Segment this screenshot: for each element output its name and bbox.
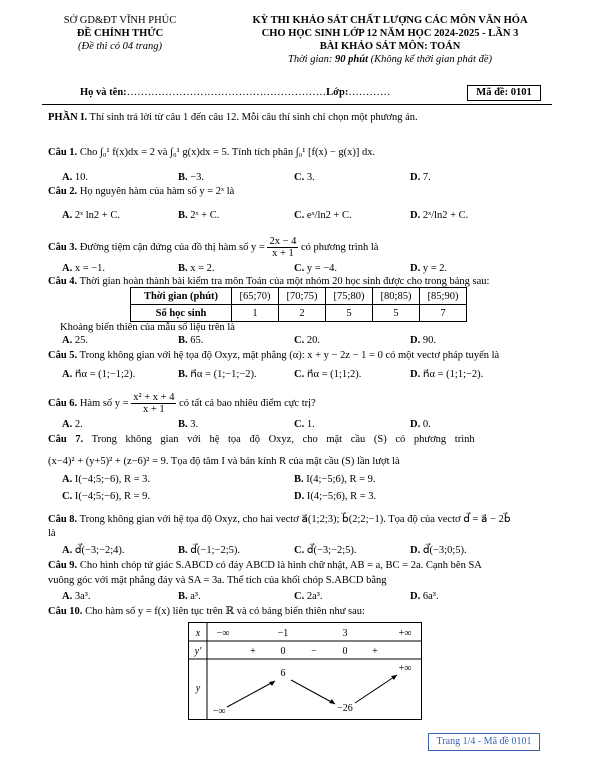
q3-option-c: C. y = −4.: [294, 263, 338, 274]
q4-frequency-table: [130, 287, 467, 322]
arrowhead: [391, 675, 397, 680]
q8-option-a: A. d⃗(−3;−2;4).: [62, 545, 125, 556]
table-cell: [85;90): [420, 288, 467, 305]
question-9-line2: vuông góc với mặt phẳng đáy và SA = 3a. Thể tích của khối chóp S.ABCD bằng: [48, 575, 387, 586]
row-label-y-prime: y′: [194, 646, 202, 657]
variation-table: [188, 622, 422, 720]
variation-table-svg: [189, 623, 421, 719]
q6-option-b: B. 3.: [178, 419, 199, 430]
y-pos-inf: +∞: [398, 663, 412, 674]
table-header: Số học sinh: [131, 305, 232, 322]
q9-option-c: C. 2a³.: [294, 591, 323, 602]
q1-option-b: B. −3.: [178, 172, 205, 183]
question-2: Câu 2. Họ nguyên hàm của hàm số y = 2ˣ là: [48, 186, 235, 197]
name-label: Họ và tên:: [80, 87, 127, 98]
q4-question-end: Khoảng biến thiên của mẫu số liệu trên là: [60, 322, 235, 333]
q6-option-d: D. 0.: [410, 419, 431, 430]
y-neg-inf: −∞: [212, 706, 226, 717]
arrow-down: [291, 680, 335, 704]
table-cell: 5: [373, 305, 420, 322]
q7-option-a: A. I(−4;5;−6), R = 3.: [62, 474, 151, 485]
class-dots: …………: [348, 87, 391, 98]
q3-option-a: A. x = −1.: [62, 263, 106, 274]
y-max-value: 6: [280, 668, 286, 679]
x-value: −∞: [216, 628, 230, 639]
question-8: Câu 8. Trong không gian với hệ tọa độ Oxyz, cho hai vectơ a⃗(1;2;3); b⃗(2;2;−1). Tọa độ của vectơ d⃗ = a⃗ − 2b⃗: [48, 514, 511, 525]
q7-option-b: B. I(4;−5;6), R = 9.: [294, 474, 376, 485]
page-count: (Đề thi có 04 trang): [78, 41, 162, 52]
table-header: Thời gian (phút): [131, 288, 232, 305]
q6-fraction: $\frac{\text{x² + x + 4}}{x + 1}$: [133, 392, 175, 415]
table-cell: 5: [326, 305, 373, 322]
q3-option-b: B. x = 2.: [178, 263, 215, 274]
q1-option-d: D. 7.: [410, 172, 431, 183]
sign: −: [311, 646, 317, 657]
q5-option-a: A. n⃗α = (1;−1;2).: [62, 369, 136, 380]
table-cell: [80;85): [373, 288, 420, 305]
row-label-x: x: [195, 628, 201, 639]
q3-fraction: $\frac{2x - 4}{x + 1}$: [269, 236, 297, 259]
exam-subtitle: CHO HỌC SINH LỚP 12 NĂM HỌC 2024-2025 - LẦN 3: [261, 28, 519, 39]
q3-option-d: D. y = 2.: [410, 263, 448, 274]
q2-option-a: A. 2ˣ ln2 + C.: [62, 210, 120, 221]
exam-title: KỲ THI KHẢO SÁT CHẤT LƯỢNG CÁC MÔN VĂN HÓA: [252, 15, 528, 26]
q8-option-b: B. d⃗(−1;−2;5).: [178, 545, 240, 556]
question-7-line2: (x−4)² + (y+5)² + (z−6)² = 9. Tọa độ tâm I và bán kính R của mặt cầu (S) lần lượt là: [48, 456, 400, 467]
x-value: 3: [342, 628, 348, 639]
question-3: Câu 3. Đường tiệm cận đứng của đồ thị hàm số y = $\frac{2x - 4}{x + 1}$ có phương trình là: [48, 236, 379, 259]
table-cell: [75;80): [326, 288, 373, 305]
page-footer: Trang 1/4 - Mã đề 0101: [428, 733, 540, 751]
q5-option-d: D. n⃗α = (1;1;−2).: [410, 369, 484, 380]
q4-option-c: C. 20.: [294, 335, 320, 346]
sign: 0: [280, 646, 286, 657]
question-10: Câu 10. Cho hàm số y = f(x) liên tục trên ℝ và có bảng biến thiên như sau:: [48, 606, 365, 617]
table-row: [131, 305, 467, 322]
q8-option-d: D. d⃗(−3;0;5).: [410, 545, 467, 556]
table-cell: 7: [420, 305, 467, 322]
question-8-line2: là: [48, 528, 56, 539]
divider: [42, 104, 552, 105]
official-label: ĐỀ CHÍNH THỨC: [76, 28, 164, 39]
q4-option-a: A. 25.: [62, 335, 88, 346]
sign: 0: [342, 646, 348, 657]
header-left: [40, 14, 200, 53]
question-7: Câu 7. Trong không gian với hệ tọa độ Oxyz, cho mặt cầu (S) có phương trình: [48, 434, 475, 445]
sign: +: [250, 646, 256, 657]
arrow-up-2: [355, 675, 397, 703]
question-4: Câu 4. Thời gian hoàn thành bài kiểm tra môn Toán của một nhóm 20 học sinh được cho trong bảng sau:: [48, 276, 490, 287]
q8-option-c: C. d⃗(−3;−2;5).: [294, 545, 357, 556]
q6-option-c: C. 1.: [294, 419, 315, 430]
q9-option-d: D. 6a³.: [410, 591, 439, 602]
arrow-up-1: [227, 681, 275, 707]
question-9: Câu 9. Cho hình chóp tứ giác S.ABCD có đáy ABCD là hình chữ nhật, AB = a, BC = 2a. Cạnh bên SA: [48, 560, 482, 571]
q2-option-c: C. eˣ/ln2 + C.: [294, 210, 352, 221]
question-5: Câu 5. Trong không gian với hệ tọa độ Oxyz, mặt phẳng (α): x + y − 2z − 1 = 0 có một vectơ pháp tuyến là: [48, 350, 500, 361]
table-cell: [65;70): [232, 288, 279, 305]
q9-option-a: A. 3a³.: [62, 591, 91, 602]
x-value: −1: [277, 628, 289, 639]
q9-option-b: B. a³.: [178, 591, 201, 602]
table-cell: [70;75): [279, 288, 326, 305]
q2-option-d: D. 2ˣ/ln2 + C.: [410, 210, 469, 221]
question-1: Câu 1. Cho ∫₀¹ f(x)dx = 2 và ∫₀¹ g(x)dx = 5. Tính tích phân ∫₀¹ [f(x) − g(x)] dx.: [48, 147, 376, 158]
q7-option-d: D. I(4;−5;6), R = 3.: [294, 491, 377, 502]
table-cell: 2: [279, 305, 326, 322]
question-6: Câu 6. Hàm số y = $\frac{\text{x² + x + 4}}{x + 1}$ có tất cả bao nhiêu điểm cực trị?: [48, 392, 316, 415]
q4-option-b: B. 65.: [178, 335, 204, 346]
name-dots: …………………………………………………: [126, 87, 327, 98]
exam-time: Thời gian: 90 phút (Không kể thời gian phát đề): [287, 54, 493, 65]
q6-option-a: A. 2.: [62, 419, 83, 430]
q5-option-b: B. n⃗α = (1;−1;−2).: [178, 369, 257, 380]
q1-option-a: A. 10.: [62, 172, 88, 183]
q7-option-c: C. I(−4;5;−6), R = 9.: [62, 491, 151, 502]
class-label: Lớp:: [326, 87, 349, 98]
org-name: SỞ GD&ĐT VĨNH PHÚC: [63, 15, 177, 26]
exam-subject: BÀI KHẢO SÁT MÔN: TOÁN: [319, 41, 461, 52]
table-cell: 1: [232, 305, 279, 322]
row-label-y: y: [195, 683, 201, 694]
q4-option-d: D. 90.: [410, 335, 436, 346]
q5-option-c: C. n⃗α = (1;1;2).: [294, 369, 362, 380]
table-row: [131, 288, 467, 305]
x-value: +∞: [398, 628, 412, 639]
q1-option-c: C. 3.: [294, 172, 315, 183]
y-min-value: −26: [337, 703, 353, 714]
header-right: [210, 14, 570, 66]
sign: +: [372, 646, 378, 657]
q2-option-b: B. 2ˣ + C.: [178, 210, 220, 221]
exam-code-box: Mã đề: 0101: [467, 85, 541, 101]
part1-instruction: PHẦN I. Thí sinh trả lời từ câu 1 đến câu 12. Mỗi câu thí sinh chỉ chọn một phương án.: [48, 112, 418, 123]
